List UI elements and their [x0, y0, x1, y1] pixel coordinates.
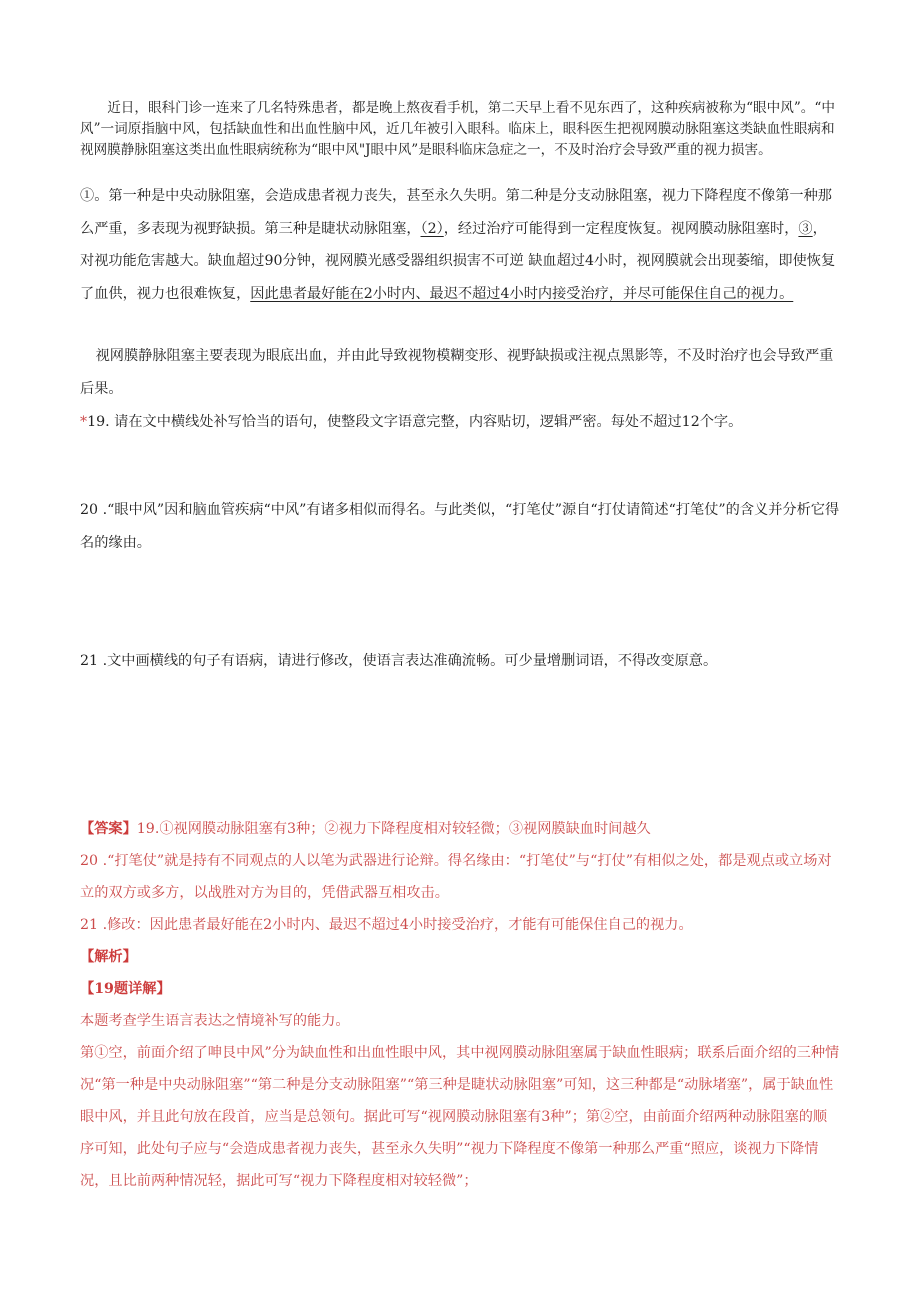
- question-19: [80, 406, 840, 439]
- question-21: 21 .文中画横线的句子有语病，请进行修改，使语言表达准确流畅。可少量增删词语，不得改变原意。: [80, 653, 718, 669]
- answer-21: 21 .修改：因此患者最好能在2小时内、最迟不超过4小时接受治疗，才能有可能保住自己的视力。: [80, 917, 693, 933]
- passage-paragraph-1: 近日，眼科门诊一连来了几名特殊患者，都是晚上熬夜看手机，第二天早上看不见东西了，这种疾病被称为“眼中风”。“中风”一词原指脑中风，包括缺血性和出血性脑中风，近几年被引入眼科。临床上，眼科医生把视网膜动脉阻塞这类缺血性眼病和视网膜静脉阻塞这类出血性眼病统称为“眼中风"J眼中风”是眼科临床急症之一，不及时治疗会导致严重的视力损害。: [80, 100, 835, 158]
- detail-intro: 本题考查学生语言表达之情境补写的能力。: [80, 1013, 350, 1029]
- answer-19-line: [80, 813, 840, 845]
- passage-paragraph-2: [80, 180, 840, 310]
- passage-paragraph-3: 视网膜静脉阻塞主要表现为眼底出血，并由此导致视物模糊变形、视野缺损或注视点黑影等，不及时治疗也会导致严重后果。: [80, 348, 834, 397]
- passage-p2-part-a: ①。第一种是中央动脉阻塞，会造成患者视力丧失，甚至永久失明。第二种是分支动脉阻塞，视力下降程度不像第一种那么严重，多表现为视野缺损。第三种是睫状动脉阻塞，: [80, 188, 832, 237]
- passage-p2-part-c: ，对视功能危害越大。缺血超过90分钟，视网膜光感受器组织损害不可逆 缺血超过4小时，视网膜就会出现萎缩，即使恢复了血供，视力也很难恢复，: [80, 220, 836, 302]
- detail-body: 第①空，前面介绍了呻艮中风”分为缺血性和出血性眼中风，其中视网膜动脉阻塞属于缺血性眼病；联系后面介绍的三种情况“第一种是中央动脉阻塞”“第二种是分支动脉阻塞”“第三种是睫状动脉阻塞”可知，这三种都是“动脉堵塞”，属于缺血性眼中风，并且此句放在段首，应当是总领句。据此可写“视网膜动脉阻塞有3种”；第②空，由前面介绍两种动脉阻塞的顺序可知，此处句子应与“会造成患者视力丧失，甚至永久失明”“视力下降程度不像第一种那么严重“照应，谈视力下降情况，且比前两种情况轻，据此可写“视力下降程度相对较轻微”；: [80, 1045, 840, 1189]
- blank-2: （2）: [420, 220, 444, 237]
- passage-p2-part-b: ，经过治疗可能得到一定程度恢复。视网膜动脉阻塞时，: [443, 220, 799, 237]
- blank-3: ③: [798, 220, 813, 237]
- answer-label: 【答案】: [80, 821, 137, 837]
- answer-section: [80, 813, 840, 1197]
- analysis-label: 【解析】: [80, 949, 137, 965]
- question-19-text: 19. 请在文中横线处补写恰当的语句，使整段文字语意完整，内容贴切，逻辑严密。每处不超过12个字。: [87, 414, 743, 430]
- answer-19: 19.①视网膜动脉阻塞有3种；②视力下降程度相对较轻微；③视网膜缺血时间越久: [136, 821, 651, 837]
- question-19-mark: *: [80, 414, 88, 430]
- underlined-sentence: 因此患者最好能在2小时内、最迟不超过4小时内接受治疗，并尽可能保住自己的视力。: [250, 285, 794, 302]
- detail-label-19: 【19题详解】: [80, 981, 171, 997]
- question-20: 20 .“眼中风”因和脑血管疾病“中风”有诸多相似而得名。与此类似，“打笔仗”源自“打仗请简述“打笔仗”的含义并分析它得名的缘由。: [80, 502, 840, 551]
- answer-20: 20 .“打笔仗”就是持有不同观点的人以笔为武器进行论辩。得名缘由：“打笔仗”与“打仗”有相似之处，都是观点或立场对立的双方或多方，以战胜对方为目的，凭借武器互相攻击。: [80, 853, 832, 901]
